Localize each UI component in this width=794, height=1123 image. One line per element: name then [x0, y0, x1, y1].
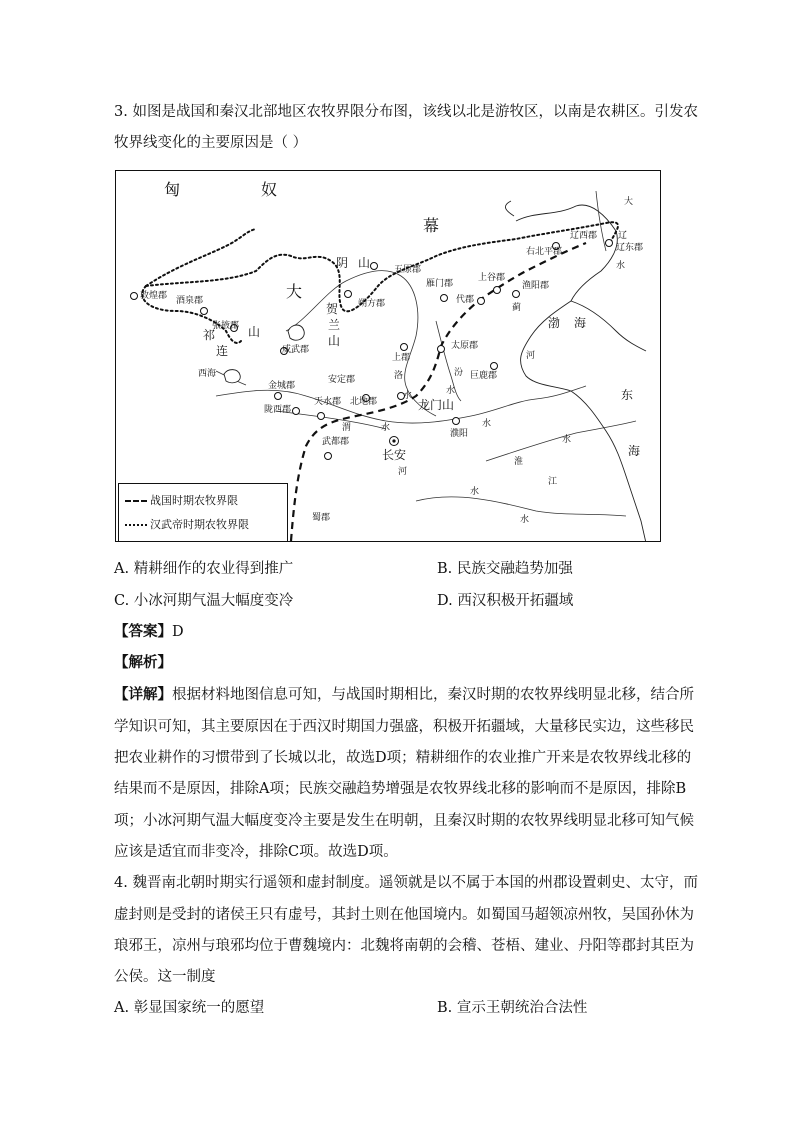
xihai-lake: [224, 370, 240, 383]
analysis-tag: 【解析】: [114, 654, 172, 671]
cmd-tianshui: 天水郡: [314, 397, 342, 407]
q4-stem-line1: 4. 魏晋南北朝时期实行遥领和虚封制度。遥领就是以不属于本国的州郡设置刺史、太守，而: [114, 875, 698, 891]
cmd-shuofang: 朔方郡: [358, 299, 386, 309]
analysis-line: [114, 653, 172, 673]
q4-option-a: A. 彰显国家统一的愿望: [114, 1000, 265, 1016]
label-bohai-2: 海: [574, 316, 587, 330]
small-lake: [288, 325, 304, 340]
detail-line6: 应该是适宜而非变冷，排除C项。故选D项。: [114, 844, 398, 860]
river-liao-3: 水: [616, 261, 626, 271]
yangtze-river: [416, 497, 626, 516]
cmd-beidi: 北地郡: [350, 397, 378, 407]
label-donghai-2: 海: [628, 444, 641, 458]
cmd-liaodong: 辽东郡: [616, 243, 644, 253]
liao-river: [596, 191, 606, 251]
cmd-shu: 蜀郡: [312, 513, 331, 523]
cmd-youbeiping: 右北平郡: [526, 247, 563, 257]
q3-option-d: D. 西汉积极开拓疆域: [437, 593, 574, 609]
legend-row-warring-states: [125, 492, 238, 508]
river-liao-1: 大: [624, 197, 634, 207]
han-wudi-boundary: [146, 222, 618, 311]
river-luo-2: 水: [403, 391, 413, 401]
cmd-anding: 安定郡: [328, 375, 356, 385]
label-da: 大: [286, 282, 303, 301]
q4-stem-line4: 公侯。这一制度: [114, 969, 216, 985]
dashed-line-swatch: [125, 500, 147, 502]
river-jiang-2: 水: [520, 515, 530, 525]
answer-value: D: [172, 624, 184, 640]
label-xiongnu-1: 匈: [164, 180, 181, 199]
q3-option-a: A. 精耕细作的农业得到推广: [114, 561, 294, 577]
yellow-river-loop: [286, 271, 436, 416]
han-wudi-boundary-nw: [146, 229, 256, 286]
river-huai-2: 水: [470, 487, 480, 497]
cmd-jiuquan: 酒泉郡: [176, 296, 204, 306]
dotted-line-swatch: [125, 524, 147, 526]
river-huai-1: 淮: [514, 457, 524, 467]
q4-stem-line2: 虚封则是受封的诸侯王只有虚号，其封土则在他国境内。如蜀国马超领凉州牧，吴国孙休为: [114, 907, 694, 923]
legend-han-wudi-label: 汉武帝时期农牧界限: [150, 518, 249, 531]
river-he-3: 水: [482, 419, 492, 429]
cmd-dai: 代郡: [456, 295, 475, 305]
cmd-shang: 上郡: [392, 353, 411, 363]
label-lan: 兰: [328, 318, 341, 332]
river-liao-2: 辽: [618, 231, 628, 241]
river-he-1: 河: [526, 351, 536, 361]
detail-text1: 根据材料地图信息可知，与战国时期相比，秦汉时期的农牧界线明显北移，结合所: [172, 687, 694, 703]
detail-line2: 学知识可知，其主要原因在于西汉时期国力强盛，积极开拓疆域，大量移民实边，这些移民: [114, 719, 694, 735]
q3-stem-line2: 牧界线变化的主要原因是（ ）: [114, 135, 308, 151]
cmd-jincheng: 金城郡: [268, 381, 296, 391]
cmd-taiyuan: 太原郡: [451, 341, 479, 351]
detail-line5: 项；小冰河期气温大幅度变冷主要是发生在明朝，且秦汉时期的农牧界线明显北移可知气候: [114, 813, 694, 829]
cmd-julu: 巨鹿郡: [470, 371, 498, 381]
label-he-helan: 贺: [326, 302, 339, 316]
label-donghai-1: 东: [621, 388, 634, 402]
river-shui-east: 水: [562, 435, 572, 445]
cmd-ji: 蓟: [512, 303, 522, 313]
detail-tag: 【详解】: [114, 686, 172, 703]
huai-river: [486, 421, 636, 461]
q4-stem-line3: 琅邪王，凉州与琅邪均位于曹魏境内：北魏将南朝的会稽、苍梧、建业、丹阳等郡封其臣为: [114, 938, 694, 954]
river-luo-1: 洛: [394, 371, 404, 381]
coast-north: [505, 201, 514, 216]
cmd-shanggu: 上谷郡: [478, 273, 506, 283]
detail-line1: [114, 685, 694, 705]
label-xiongnu-2: 奴: [261, 180, 278, 199]
q4-option-b: B. 宣示王朝统治合法性: [437, 1000, 588, 1016]
q3-option-b: B. 民族交融趋势加强: [437, 561, 573, 577]
cmd-wudu: 武都郡: [322, 437, 350, 447]
legend-warring-states-label: 战国时期农牧界限: [150, 494, 238, 507]
river-wei-2: 水: [381, 423, 391, 433]
answer-line: [114, 622, 184, 642]
label-mu: 幕: [423, 216, 440, 235]
cmd-puyang: 濮阳: [450, 429, 469, 439]
cmd-wuyuan: 五原郡: [394, 265, 422, 275]
cmd-wuwei: 威武郡: [282, 345, 310, 355]
detail-line4: 结果而不是原因，排除A项；民族交融趋势增强是农牧界线北移的影响而不是原因，排除B: [114, 781, 687, 797]
label-lian: 连: [216, 344, 229, 358]
label-bohai-1: 渤: [548, 316, 561, 330]
cmd-dunhuang: 敦煌郡: [140, 291, 168, 301]
legend-row-han-wudi: [125, 516, 249, 532]
label-qi: 祁: [203, 328, 216, 342]
label-longmen: 龙门山: [418, 398, 455, 412]
label-changan: 长安: [382, 448, 407, 462]
cmd-liaoxi: 辽西郡: [570, 231, 598, 241]
river-he-2: 河: [398, 467, 408, 477]
cmd-longxi: 陇西郡: [264, 405, 292, 415]
cmd-zhangye: 张掖郡: [212, 321, 240, 331]
detail-line3: 把农业耕作的习惯带到了长城以北，故选D项；精耕细作的农业推广开来是农牧界线北移的: [114, 750, 692, 766]
river-fen-2: 水: [446, 386, 456, 396]
q3-stem-line1: 3. 如图是战国和秦汉北部地区农牧界限分布图，该线以北是游牧区，以南是农耕区。引发农: [114, 104, 698, 120]
label-yin: 阴: [336, 256, 349, 270]
label-xihai: 西海: [198, 369, 217, 379]
map-legend: [118, 483, 288, 542]
answer-tag: 【答案】: [114, 623, 172, 640]
label-shan-helan: 山: [328, 334, 341, 348]
label-shan-yin: 山: [358, 256, 371, 270]
cmd-yanmen: 雁门郡: [426, 279, 454, 289]
cmd-yuyang: 渔阳郡: [522, 281, 550, 291]
label-shan-qilian: 山: [248, 325, 261, 339]
river-wei-1: 渭: [342, 423, 352, 433]
q3-option-c: C. 小冰河期气温大幅度变冷: [114, 593, 294, 609]
river-jiang-1: 江: [548, 477, 558, 487]
river-fen-1: 汾: [454, 368, 464, 378]
map-figure: [115, 170, 661, 542]
